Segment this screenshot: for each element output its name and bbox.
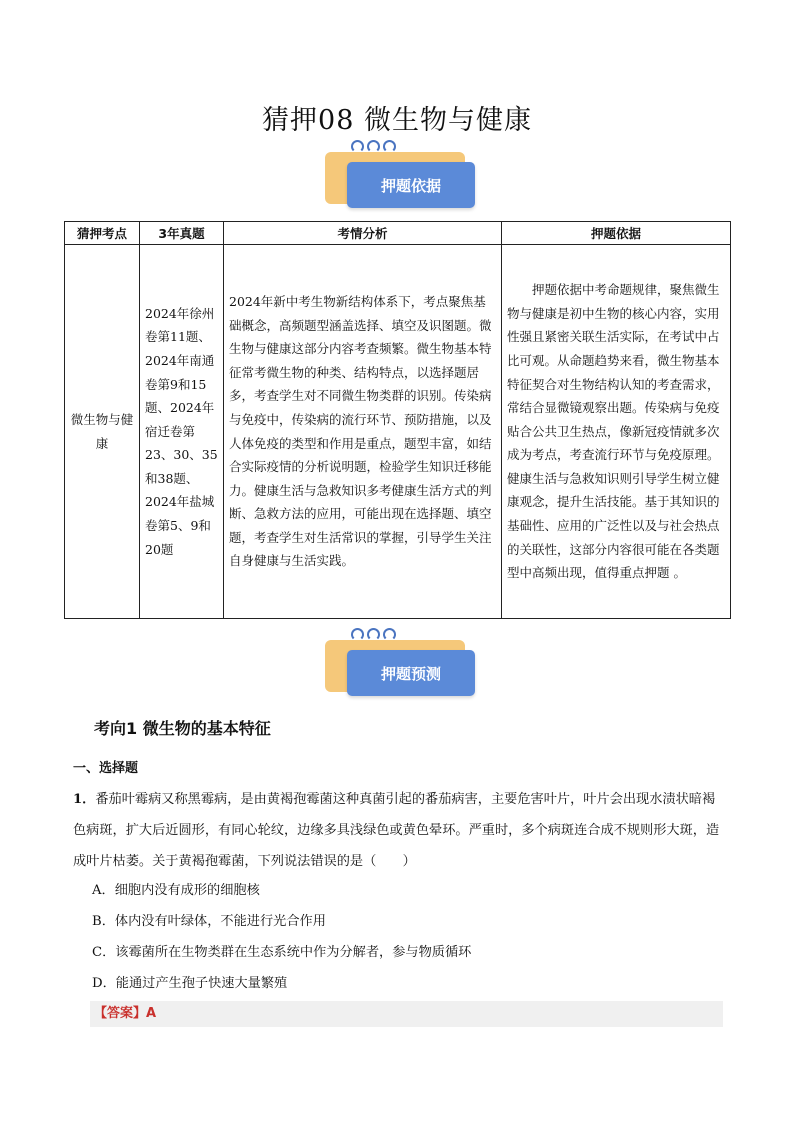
ring-binder-icon [351,628,396,641]
cell-topic: 微生物与健康 [65,245,140,619]
cell-past-papers: 2024年徐州卷第11题、2024年南通卷第9和15题、2024年宿迁卷第23、30、35和38题、2024年盐城卷第5、9和20题 [140,245,224,619]
option-d: D．能通过产生孢子快速大量繁殖 [92,976,288,991]
header-analysis: 考情分析 [224,222,502,245]
badge-basis [317,140,477,220]
answer-box [90,1001,723,1027]
section-heading: 一、选择题 [73,761,139,776]
badge-label: 押题预测 [347,650,475,696]
analysis-table [64,221,731,619]
header-topic: 猜押考点 [65,222,140,245]
question-text [73,784,723,877]
cell-analysis: 2024年新中考生物新结构体系下，考点聚焦基础概念，高频题型涵盖选择、填空及识图题。微生物与健康这部分内容考查频繁。微生物基本特征常考微生物的种类、结构特点，以选择题居多，考查学生对不同微生物类群的识别。传染病与免疫中，传染病的流行环节、预防措施，以及人体免疫的类型和作用是重点，题型丰富，如结合实际疫情的分析说明题，检验学生知识迁移能力。健康生活与急救知识多考健康生活方式的判断、急救方法的应用，可能出现在选择题、填空题，考查学生对生活常识的掌握，引导学生关注自身健康与生活实践。 [224,245,502,619]
header-past-papers: 3年真题 [140,222,224,245]
question-number: 1． [73,792,96,807]
cell-basis: 押题依据中考命题规律，聚焦微生物与健康是初中生物的核心内容，实用性强且紧密关联生活实际，在考试中占比可观。从命题趋势来看，微生物基本特征契合对生物结构认知的考查需求，常结合显微镜观察出题。传染病与免疫贴合公共卫生热点，像新冠疫情就多次成为考点，考查流行环节与免疫原理。健康生活与急救知识则引导学生树立健康观念，提升生活技能。基于其知识的基础性、应用的广泛性以及与社会热点的关联性，这部分内容很可能在各类题型中高频出现，值得重点押题 。 [502,245,731,619]
direction-heading: 考向1 微生物的基本特征 [94,719,271,738]
ring-binder-icon [351,140,396,153]
answer-label: 【答案】 [94,1006,147,1021]
table-row [65,245,731,619]
badge-label: 押题依据 [347,162,475,208]
option-b: B．体内没有叶绿体，不能进行光合作用 [92,914,326,929]
header-basis: 押题依据 [502,222,731,245]
page-title: 猜押08 微生物与健康 [262,105,532,136]
option-c: C．该霉菌所在生物类群在生态系统中作为分解者，参与物质循环 [92,945,472,960]
question-body: 番茄叶霉病又称黑霉病，是由黄褐孢霉菌这种真菌引起的番茄病害，主要危害叶片，叶片会出现水渍状暗褐色病斑，扩大后近圆形，有同心轮纹，边缘多具浅绿色或黄色晕环。严重时，多个病斑连合成不规则形大斑，造成叶片枯萎。关于黄褐孢霉菌，下列说法错误的是（ ） [73,792,720,869]
answer-value: A [146,1006,157,1021]
option-a: A．细胞内没有成形的细胞核 [92,883,260,898]
table-header-row [65,222,731,245]
badge-prediction [317,628,477,708]
